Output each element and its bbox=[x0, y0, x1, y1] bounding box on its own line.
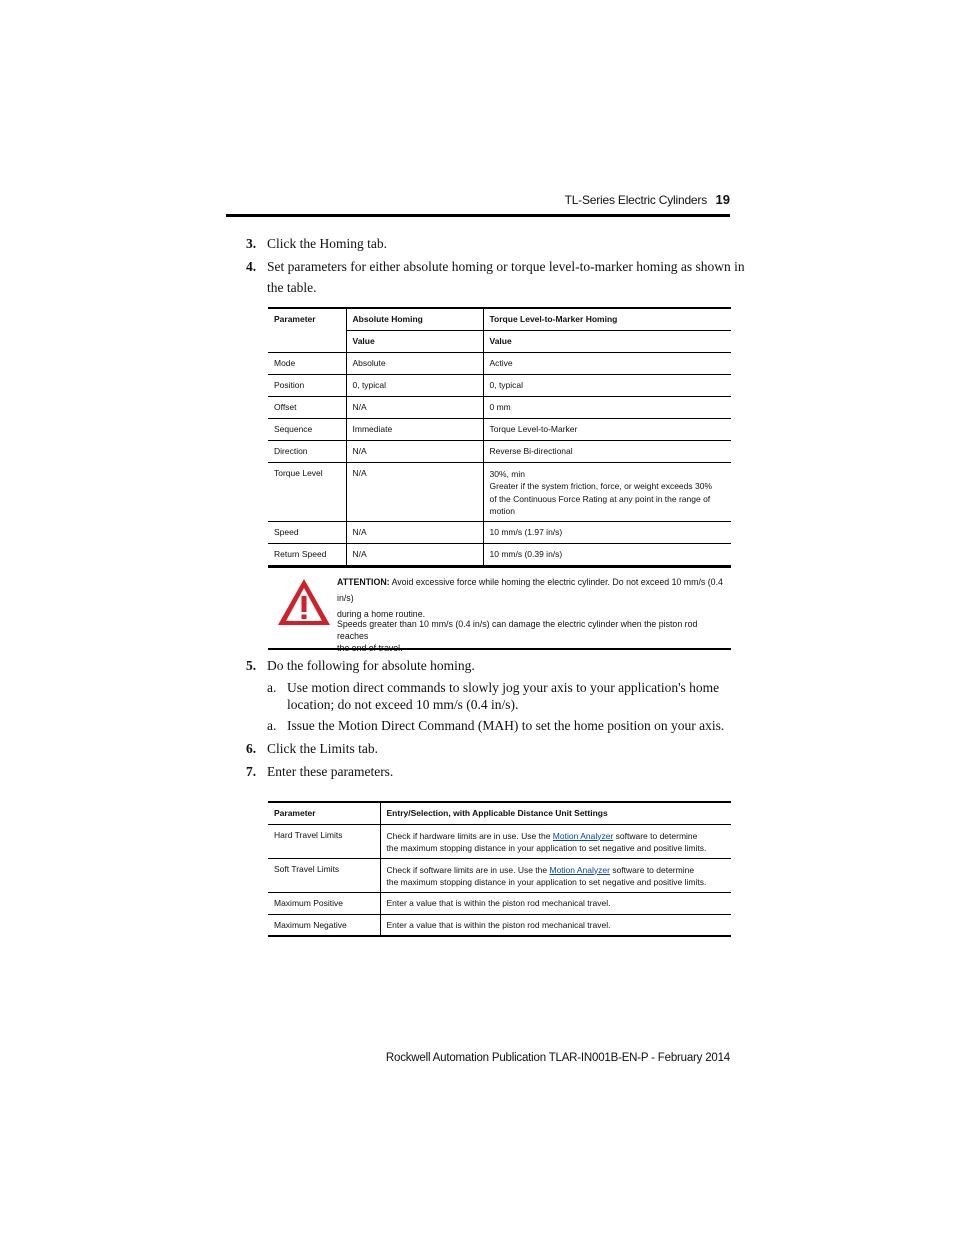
table-row bbox=[268, 374, 731, 396]
cell-torque bbox=[483, 462, 731, 521]
cell-line: of the Continuous Force Rating at any point in the range of bbox=[489, 493, 711, 504]
substep-text bbox=[287, 679, 719, 713]
step-4 bbox=[246, 256, 745, 298]
step-number: 6. bbox=[246, 741, 257, 756]
step-number: 7. bbox=[246, 764, 257, 779]
attention-box bbox=[268, 566, 731, 650]
cell-parameter: Speed bbox=[268, 521, 346, 543]
cell-line: Greater if the system friction, force, or weight exceeds 30% bbox=[489, 481, 713, 491]
attention-line: Speeds greater than 10 mm/s (0.4 in/s) can damage the electric cylinder when the piston rod reaches bbox=[337, 619, 698, 641]
substep-a-jog bbox=[267, 679, 737, 713]
cell-parameter: Direction bbox=[268, 440, 346, 462]
cell-torque: 10 mm/s (1.97 in/s) bbox=[483, 521, 731, 543]
col-header-parameter: Parameter bbox=[268, 308, 346, 352]
table-row bbox=[268, 824, 731, 858]
page-number: 19 bbox=[715, 192, 730, 207]
table-row bbox=[268, 352, 731, 374]
cell-torque: Reverse Bi-directional bbox=[483, 440, 731, 462]
cell-line: 30%, min bbox=[489, 468, 525, 479]
attention-label: ATTENTION: bbox=[337, 577, 390, 587]
step-number: 4. bbox=[246, 259, 257, 274]
attention-text bbox=[337, 574, 731, 622]
substep-a-mah bbox=[267, 717, 737, 734]
cell-absolute: N/A bbox=[346, 521, 483, 543]
cell-entry bbox=[380, 858, 731, 892]
cell-entry: Enter a value that is within the piston rod mechanical travel. bbox=[380, 892, 731, 914]
cell-torque: Torque Level-to-Marker bbox=[483, 418, 731, 440]
step-7 bbox=[246, 761, 736, 782]
page-header bbox=[226, 190, 730, 217]
cell-torque: 10 mm/s (0.39 in/s) bbox=[483, 543, 731, 565]
header-rule bbox=[226, 214, 730, 217]
substep-letter: a. bbox=[267, 718, 277, 733]
cell-absolute: N/A bbox=[346, 543, 483, 565]
step-text: Click the Homing tab. bbox=[267, 236, 387, 251]
cell-line: the maximum stopping distance in your application to set negative and positive limits. bbox=[386, 877, 707, 887]
publication-footer: Rockwell Automation Publication TLAR-IN001B-EN-P - February 2014 bbox=[385, 1052, 730, 1064]
cell-parameter: Maximum Positive bbox=[268, 892, 380, 914]
cell-absolute: Immediate bbox=[346, 418, 483, 440]
cell-parameter: Sequence bbox=[268, 418, 346, 440]
cell-absolute: 0, typical bbox=[346, 374, 483, 396]
col-header-absolute-homing: Absolute Homing bbox=[346, 308, 483, 330]
attention-line: during a home routine. bbox=[337, 609, 426, 619]
col-header-torque-homing: Torque Level-to-Marker Homing bbox=[483, 308, 731, 330]
step-text: Do the following for absolute homing. bbox=[267, 658, 475, 673]
step-text: Click the Limits tab. bbox=[267, 741, 378, 756]
step-text-line: Set parameters for either absolute homing or torque level-to-marker homing as shown in bbox=[267, 259, 745, 274]
table-row bbox=[268, 521, 731, 543]
cell-absolute: N/A bbox=[346, 462, 483, 521]
step-5 bbox=[246, 655, 736, 676]
table-row bbox=[268, 462, 731, 521]
table-row bbox=[268, 914, 731, 936]
warning-triangle-icon bbox=[276, 577, 332, 627]
cell-absolute: N/A bbox=[346, 396, 483, 418]
table-row bbox=[268, 440, 731, 462]
cell-entry: Enter a value that is within the piston rod mechanical travel. bbox=[380, 914, 731, 936]
cell-torque: Active bbox=[483, 352, 731, 374]
cell-parameter: Torque Level bbox=[268, 462, 346, 521]
attention-line: Avoid excessive force while homing the electric cylinder. Do not exceed 10 mm/s (0.4 in/s) bbox=[337, 577, 723, 603]
step-text bbox=[267, 256, 745, 298]
homing-parameters-table bbox=[268, 307, 731, 566]
attention-top-rule bbox=[268, 566, 731, 568]
header-title: TL-Series Electric Cylinders bbox=[564, 193, 707, 207]
cell-line: motion bbox=[489, 506, 516, 516]
cell-line: the maximum stopping distance in your application to set negative and positive limits. bbox=[386, 843, 707, 853]
step-text: Enter these parameters. bbox=[267, 764, 394, 779]
step-text-line: the table. bbox=[267, 280, 317, 295]
cell-parameter: Mode bbox=[268, 352, 346, 374]
subheader-value: Value bbox=[346, 330, 483, 352]
motion-analyzer-link[interactable]: Motion Analyzer bbox=[549, 864, 610, 875]
substep-letter: a. bbox=[267, 680, 277, 695]
cell-entry bbox=[380, 824, 731, 858]
cell-text: software to determine bbox=[613, 830, 698, 841]
table-row bbox=[268, 396, 731, 418]
col-header-parameter: Parameter bbox=[268, 802, 380, 824]
cell-text: software to determine bbox=[609, 864, 695, 875]
cell-parameter: Return Speed bbox=[268, 543, 346, 565]
cell-parameter: Offset bbox=[268, 396, 346, 418]
subheader-value: Value bbox=[483, 330, 731, 352]
table-row bbox=[268, 543, 731, 565]
cell-parameter: Hard Travel Limits bbox=[268, 824, 380, 858]
table-row bbox=[268, 892, 731, 914]
substep-line: Use motion direct commands to slowly jog your axis to your application's home bbox=[287, 680, 720, 695]
table-row bbox=[268, 858, 731, 892]
attention-bottom-rule bbox=[268, 648, 731, 650]
step-6 bbox=[246, 738, 736, 759]
substep-text: Issue the Motion Direct Command (MAH) to set the home position on your axis. bbox=[287, 718, 725, 733]
cell-parameter: Position bbox=[268, 374, 346, 396]
step-number: 3. bbox=[246, 236, 257, 251]
cell-torque: 0 mm bbox=[483, 396, 731, 418]
table-row bbox=[268, 418, 731, 440]
col-header-entry-selection: Entry/Selection, with Applicable Distance Unit Settings bbox=[380, 802, 731, 824]
substep-line: location; do not exceed 10 mm/s (0.4 in/s). bbox=[287, 697, 519, 712]
cell-parameter: Soft Travel Limits bbox=[268, 858, 380, 892]
motion-analyzer-link[interactable]: Motion Analyzer bbox=[552, 830, 614, 841]
cell-parameter: Maximum Negative bbox=[268, 914, 380, 936]
step-3 bbox=[246, 233, 736, 254]
cell-text: Check if software limits are in use. Use the bbox=[386, 864, 550, 875]
cell-absolute: N/A bbox=[346, 440, 483, 462]
step-number: 5. bbox=[246, 658, 257, 673]
cell-torque: 0, typical bbox=[483, 374, 731, 396]
limits-parameters-table bbox=[268, 801, 731, 937]
cell-text: Check if hardware limits are in use. Use the bbox=[386, 830, 553, 841]
cell-absolute: Absolute bbox=[346, 352, 483, 374]
